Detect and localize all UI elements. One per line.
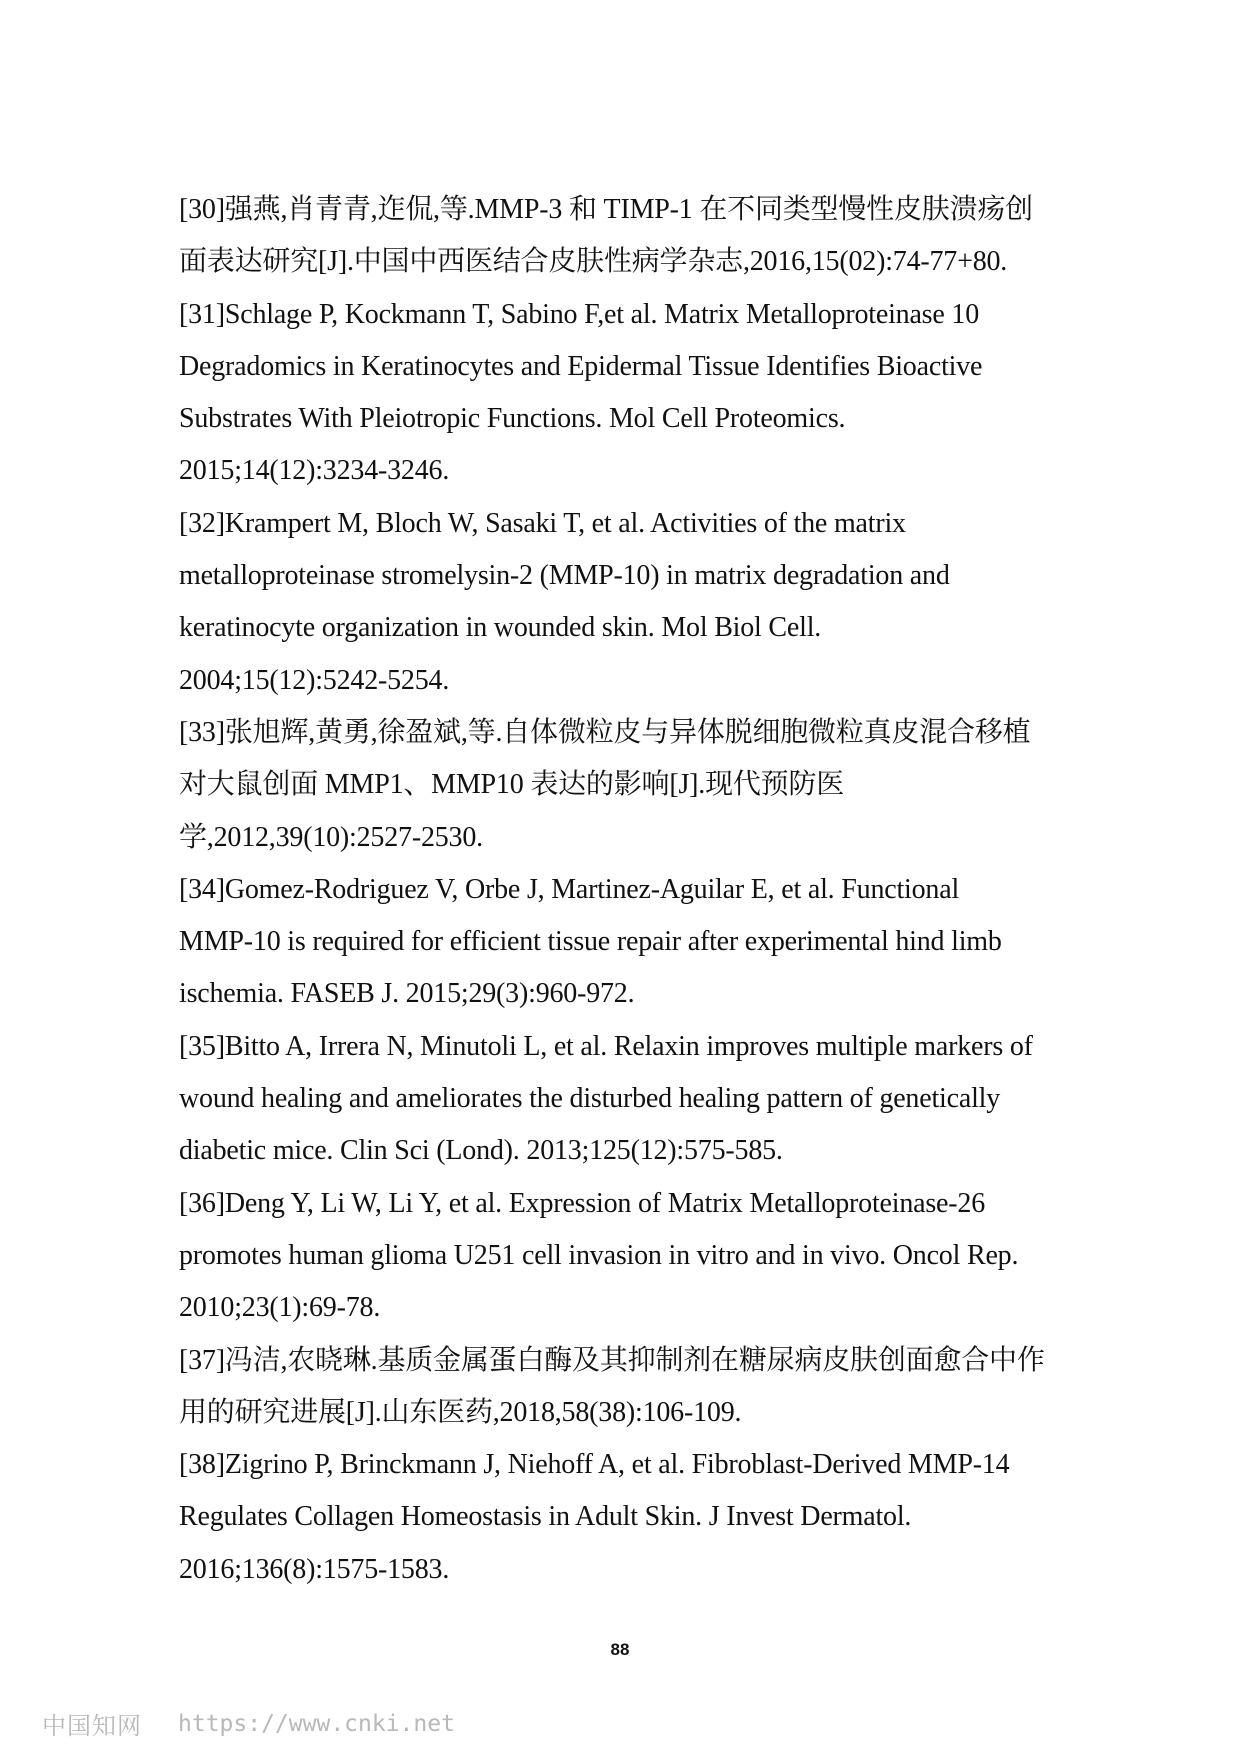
reference-line: wound healing and ameliorates the disturbed healing pattern of genetically xyxy=(179,1083,1001,1115)
reference-line: 2010;23(1):69-78. xyxy=(179,1292,381,1324)
reference-line: [38]Zigrino P, Brinckmann J, Niehoff A, et al. Fibroblast-Derived MMP-14 xyxy=(179,1449,1010,1481)
reference-line: ischemia. FASEB J. 2015;29(3):960-972. xyxy=(179,978,635,1010)
cnki-logo-text: 中国知网 xyxy=(42,1712,142,1740)
reference-entry xyxy=(179,1178,1099,1335)
reference-line: 2016;136(8):1575-1583. xyxy=(179,1553,450,1585)
reference-entry xyxy=(179,184,1099,289)
reference-line: 2015;14(12):3234-3246. xyxy=(179,455,450,487)
reference-line: 2004;15(12):5242-5254. xyxy=(179,664,450,696)
reference-entry xyxy=(179,1021,1099,1178)
reference-line: keratinocyte organization in wounded skin. Mol Biol Cell. xyxy=(179,612,822,644)
reference-line: [37]冯洁,农晓琳.基质金属蛋白酶及其抑制剂在糖尿病皮肤创面愈合中作 xyxy=(179,1344,1045,1376)
reference-line: promotes human glioma U251 cell invasion in vitro and in vivo. Oncol Rep. xyxy=(179,1239,1019,1271)
reference-entry xyxy=(179,1439,1099,1596)
reference-line: 面表达研究[J].中国中西医结合皮肤性病学杂志,2016,15(02):74-77+80. xyxy=(179,246,1008,278)
reference-line: [34]Gomez-Rodriguez V, Orbe J, Martinez-Aguilar E, et al. Functional xyxy=(179,873,960,905)
reference-line: [36]Deng Y, Li W, Li Y, et al. Expression of Matrix Metalloproteinase-26 xyxy=(179,1187,986,1219)
page-number: 88 xyxy=(610,1640,630,1659)
reference-line: [35]Bitto A, Irrera N, Minutoli L, et al. Relaxin improves multiple markers of xyxy=(179,1030,1033,1062)
reference-line: diabetic mice. Clin Sci (Lond). 2013;125(12):575-585. xyxy=(179,1135,783,1167)
reference-line: [32]Krampert M, Bloch W, Sasaki T, et al. Activities of the matrix xyxy=(179,507,906,539)
reference-list xyxy=(179,184,1099,1596)
reference-entry xyxy=(179,289,1099,498)
reference-line: metalloproteinase stromelysin-2 (MMP-10) in matrix degradation and xyxy=(179,560,950,592)
reference-entry xyxy=(179,498,1099,707)
reference-line: [30]强燕,肖青青,迮侃,等.MMP-3 和 TIMP-1 在不同类型慢性皮肤溃疡创 xyxy=(179,194,1033,225)
reference-line: 学,2012,39(10):2527-2530. xyxy=(179,821,483,853)
reference-entry xyxy=(179,1335,1099,1440)
reference-line: [33]张旭辉,黄勇,徐盈斌,等.自体微粒皮与异体脱细胞微粒真皮混合移植 xyxy=(179,716,1031,748)
reference-line: [31]Schlage P, Kockmann T, Sabino F,et al. Matrix Metalloproteinase 10 xyxy=(179,298,980,330)
reference-entry xyxy=(179,707,1099,864)
reference-entry xyxy=(179,864,1099,1021)
watermark-footer xyxy=(42,1706,455,1740)
reference-line: Degradomics in Keratinocytes and Epidermal Tissue Identifies Bioactive xyxy=(179,350,983,382)
reference-line: Regulates Collagen Homeostasis in Adult Skin. J Invest Dermatol. xyxy=(179,1501,912,1533)
reference-line: 对大鼠创面 MMP1、MMP10 表达的影响[J].现代预防医 xyxy=(179,769,845,801)
cnki-url: https://www.cnki.net xyxy=(178,1710,455,1737)
reference-line: Substrates With Pleiotropic Functions. Mol Cell Proteomics. xyxy=(179,403,846,435)
reference-line: 用的研究进展[J].山东医药,2018,58(38):106-109. xyxy=(179,1396,742,1428)
reference-line: MMP-10 is required for efficient tissue repair after experimental hind limb xyxy=(179,926,1002,958)
